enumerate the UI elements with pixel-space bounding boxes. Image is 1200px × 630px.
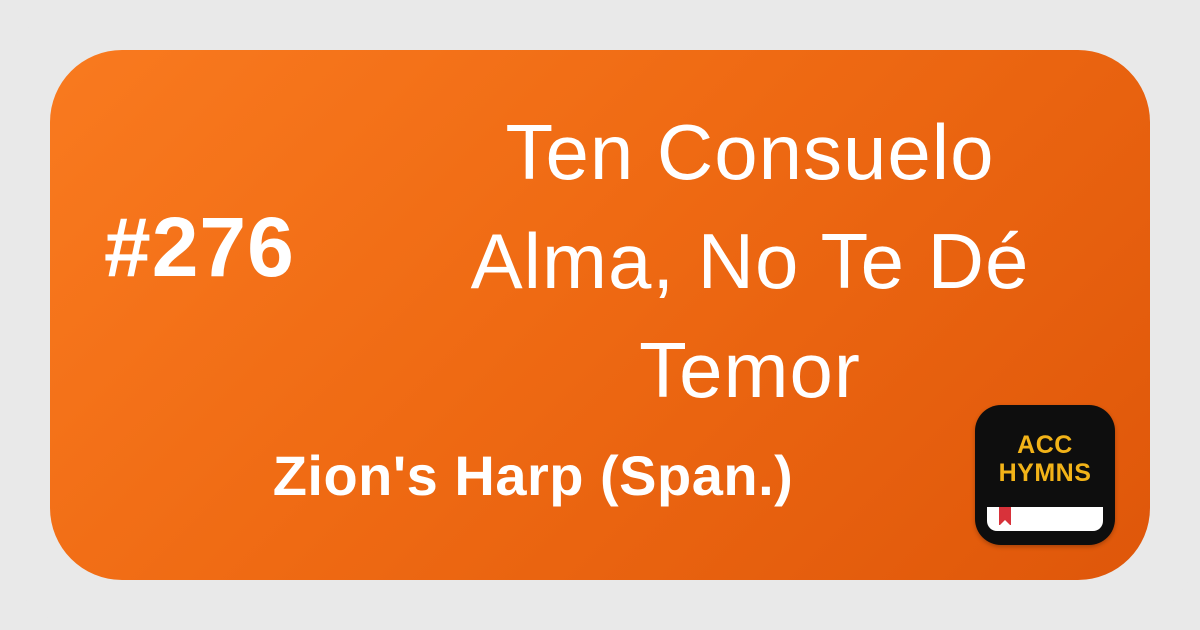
hymnal-name: Zion's Harp (Span.): [272, 444, 794, 507]
bookmark-icon: [999, 507, 1011, 525]
hymn-number: #276: [104, 200, 295, 294]
app-icon-label-hymns: HYMNS: [998, 459, 1092, 487]
app-icon-label-acc: ACC: [1017, 431, 1073, 459]
hymn-title-line: Alma, No Te Dé: [470, 217, 1030, 305]
hymn-title-line: Ten Consuelo: [505, 108, 995, 196]
hymn-card: [50, 50, 1150, 580]
hymn-title-line: Temor: [639, 326, 861, 414]
acc-hymns-app-icon: [975, 405, 1115, 545]
hymn-title: [390, 98, 1110, 425]
book-page-icon: [987, 507, 1103, 531]
